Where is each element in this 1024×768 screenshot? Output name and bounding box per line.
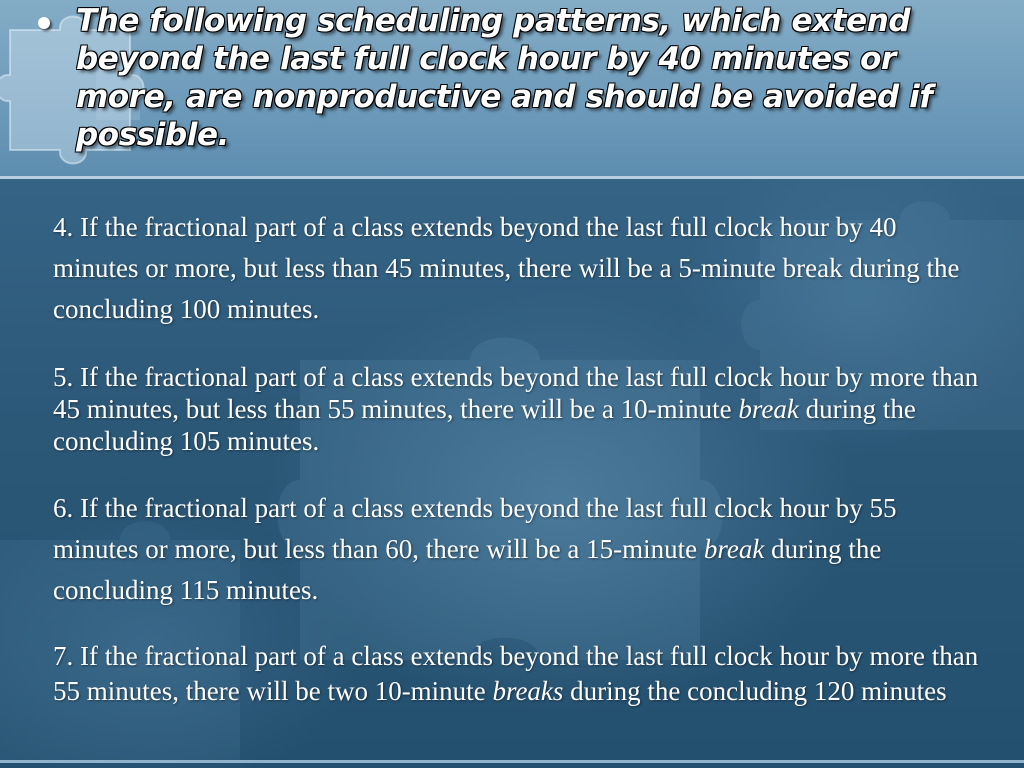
paragraph-5-text-end: during the concluding 105 minutes.	[53, 394, 916, 456]
paragraph-6-text: 6. If the fractional part of a class extends beyond the last full clock hour by 55 minutes or more, but less than 60, there will be a 15-minute	[53, 493, 897, 564]
bullet-dot-icon	[38, 17, 50, 29]
slide-title-block	[38, 2, 998, 154]
paragraph-6-emphasis: break	[703, 534, 765, 564]
paragraph-5-text: 5. If the fractional part of a class extends beyond the last full clock hour by more than 45 minutes, but less than 55 minutes, there will be a 10-minute	[53, 362, 979, 424]
paragraph-5-emphasis: break	[738, 394, 799, 424]
paragraph-5	[53, 361, 983, 457]
paragraph-7-text-end: during the concluding 120 minutes	[563, 676, 947, 706]
bottom-divider	[0, 760, 1024, 763]
paragraph-7-text: 7. If the fractional part of a class extends beyond the last full clock hour by more than 55 minutes, there will be two 10-minute	[53, 641, 979, 706]
paragraph-7-emphasis: breaks	[492, 676, 564, 706]
paragraph-6	[53, 488, 983, 611]
paragraph-7	[53, 639, 983, 709]
header-divider	[0, 176, 1024, 179]
paragraph-4: 4. If the fractional part of a class extends beyond the last full clock hour by 40 minutes or more, but less than 45 minutes, there will be a 5-minute break during the concluding 100 minutes.	[53, 212, 960, 324]
slide-title: The following scheduling patterns, which extend beyond the last full clock hour by 40 minutes or more, are nonproductive and should be avoided if possible.	[76, 3, 933, 153]
paragraph-6-text-end: during the concluding 115 minutes.	[53, 534, 882, 605]
